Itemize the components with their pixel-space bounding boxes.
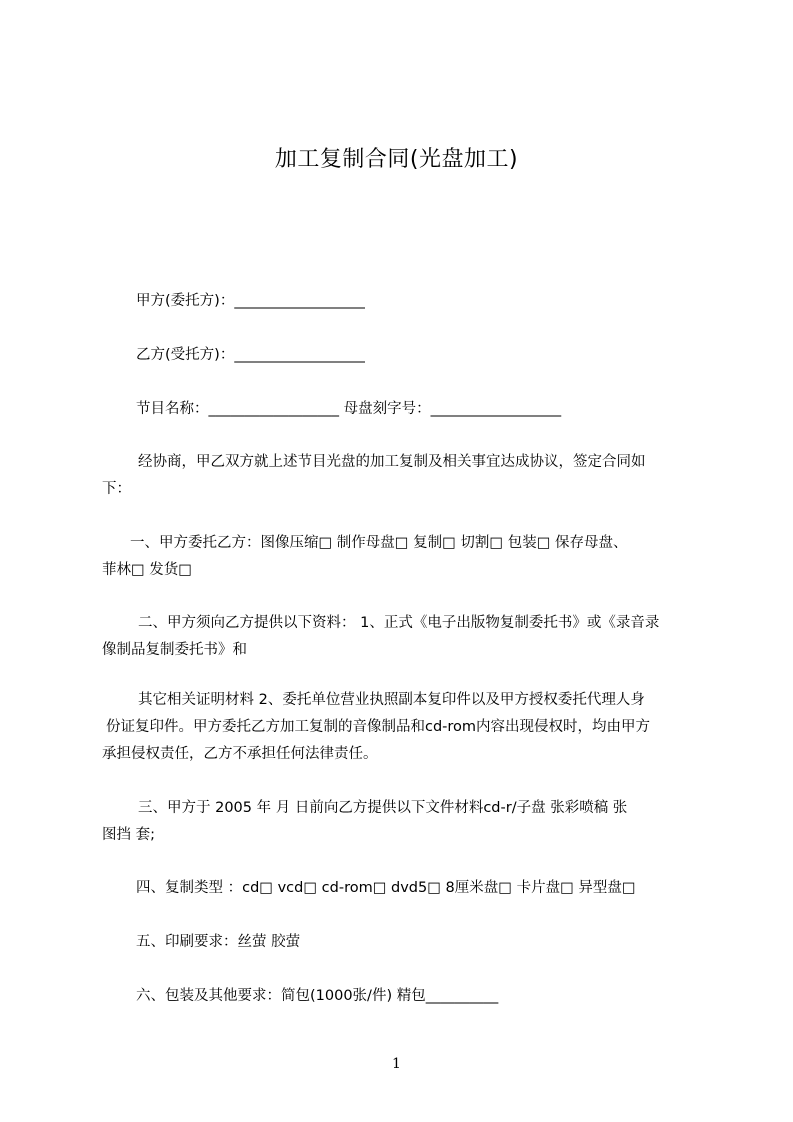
clause-6-line: 六、包装及其他要求：简包(1000张/件) 精包__________ — [136, 988, 499, 1004]
clause-2b-line-3: 承担侵权责任，乙方不承担任何法律责任。 — [102, 746, 378, 762]
intro-paragraph-line-2: 下： — [102, 481, 131, 497]
clause-2b-line-1: 其它相关证明材料 2、委托单位营业执照副本复印件以及甲方授权委托代理人身 — [138, 692, 645, 708]
clause-1-line-2: 菲林□ 发货□ — [102, 562, 193, 578]
party-a-line: 甲方(委托方)：__________________ — [136, 293, 365, 309]
clause-5-line: 五、印刷要求：丝萤 胶萤 — [136, 934, 301, 950]
clause-2-line-1: 二、甲方须向乙方提供以下资料： 1、正式《电子出版物复制委托书》或《录音录 — [138, 615, 660, 631]
page-number: 1 — [392, 1056, 401, 1072]
party-b-line: 乙方(受托方)：__________________ — [136, 347, 365, 363]
clause-1-line-1: 一、甲方委托乙方：图像压缩□ 制作母盘□ 复制□ 切割□ 包装□ 保存母盘、 — [130, 535, 628, 551]
clause-2b-line-2: 份证复印件。甲方委托乙方加工复制的音像制品和cd-rom内容出现侵权时，均由甲方 — [106, 719, 651, 735]
program-name-line: 节目名称：__________________ 母盘刻字号：__________________ — [136, 401, 562, 417]
clause-4-line: 四、复制类型 ：cd□ vcd□ cd-rom□ dvd5□ 8厘米盘□ 卡片盘□ 异型盘□ — [136, 880, 636, 896]
contract-title: 加工复制合同(光盘加工) — [274, 147, 519, 172]
clause-3-line-1: 三、甲方于 2005 年 月 日前向乙方提供以下文件材料cd-r/子盘 张彩喷稿 张 — [138, 800, 628, 816]
clause-2-line-2: 像制品复制委托书》和 — [102, 642, 247, 658]
intro-paragraph-line-1: 经协商，甲乙双方就上述节目光盘的加工复制及相关事宜达成协议，签定合同如 — [138, 454, 646, 470]
clause-3-line-2: 图挡 套; — [102, 827, 155, 843]
